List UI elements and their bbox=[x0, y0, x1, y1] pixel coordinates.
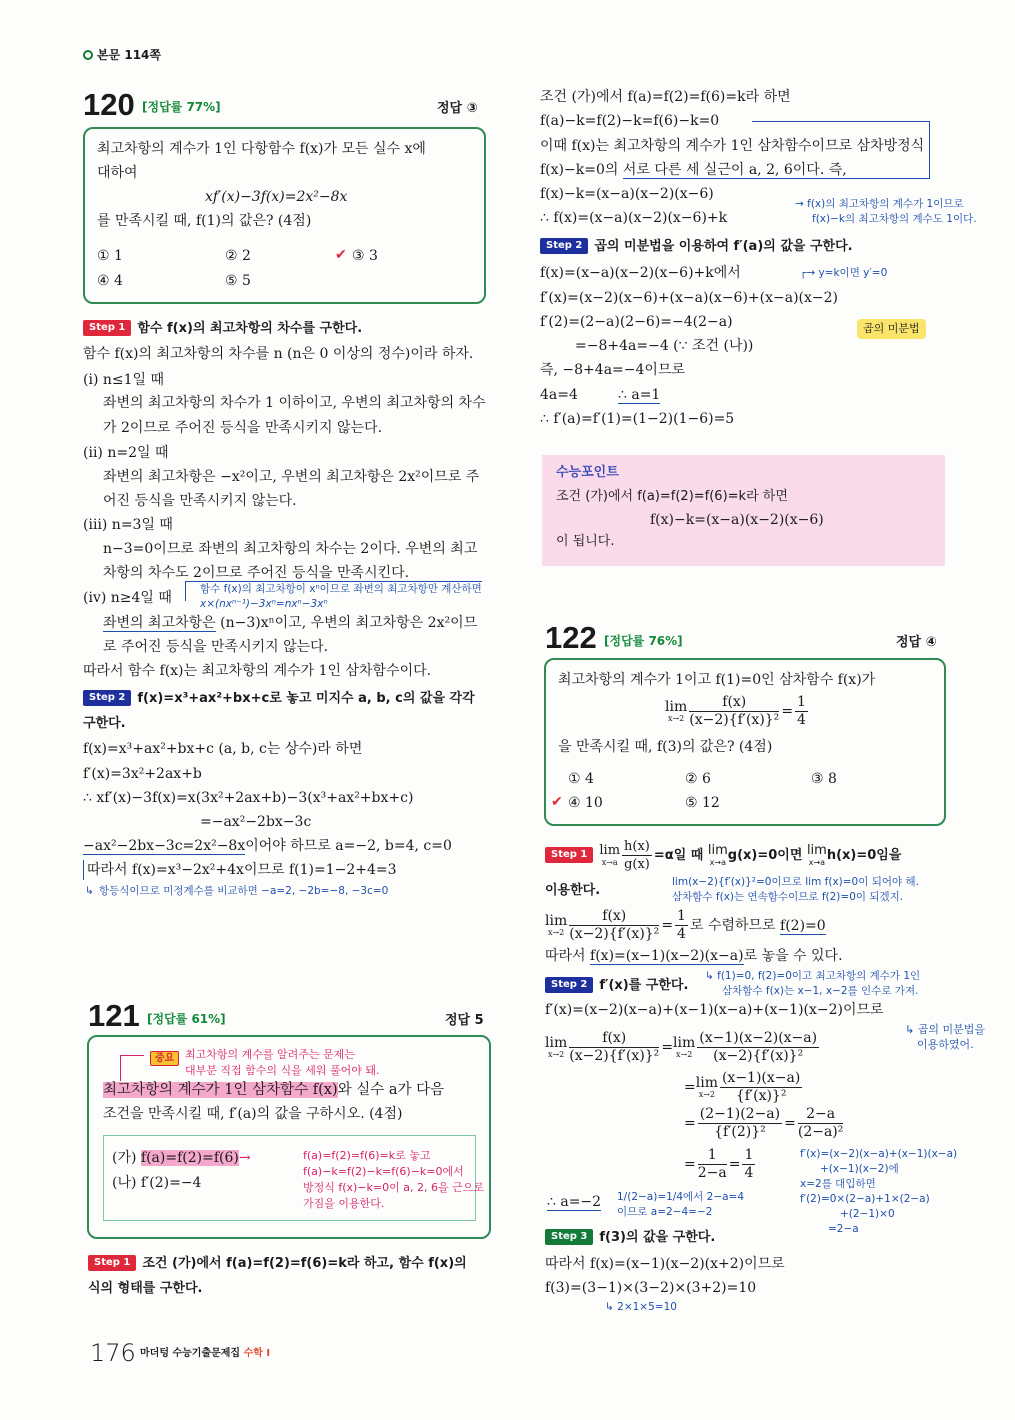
step1-heading: Step 1 lim x→a $\frac{h(x)}{g(x)}$ =α일 때 lim x→a g(x)=0이면 lim x→a h(x)=0임을 bbox=[545, 838, 901, 872]
solution-line: (ⅰ) n≤1일 때 bbox=[83, 372, 165, 388]
step2-heading: Step 2 곱의 미분법을 이용하여 f′(a)의 값을 구한다. bbox=[540, 237, 853, 257]
problem-number-120: 120 bbox=[83, 87, 135, 122]
choice-3[interactable]: ③ 8 bbox=[811, 771, 837, 787]
solution-line: 이때 f(x)는 최고차항의 계수가 1인 삼차함수이므로 삼차방정식 bbox=[540, 138, 925, 154]
question-text: 최고차항의 계수가 1이고 f(1)=0인 삼차함수 f(x)가 bbox=[558, 672, 876, 688]
exam-point-line: 이 됩니다. bbox=[556, 534, 615, 549]
solution-line: f(3)=(3−1)×(3−2)×(3+2)=10 bbox=[545, 1280, 757, 1296]
step1-heading-cont: 식의 형태를 구한다. bbox=[88, 1281, 203, 1296]
solution-line: 조건 (가)에서 f(a)=f(2)=f(6)=k라 하면 bbox=[540, 89, 791, 105]
page-number: 176 bbox=[90, 1339, 136, 1367]
note-f3: ↳ 2×1×5=10 bbox=[605, 1301, 677, 1313]
note-line: x×(nxⁿ⁻¹)−3xⁿ=nxⁿ−3xⁿ bbox=[200, 598, 328, 610]
note-fprime2: f′(x)=(x−2)(x−a)+(x−1)(x−a) +(x−1)(x−2)에 x=2를 대입하면 f′(2)=0×(2−a)+1×(2−a) +(2−1)×0 =2−a bbox=[800, 1148, 958, 1235]
problem-number-122: 122 bbox=[545, 620, 597, 655]
red-check-icon: ✔ bbox=[551, 794, 563, 810]
note-limit: lim(x−2){f′(x)}²=0이므로 lim f(x)=0이 되어야 해. 삼차함수 f(x)는 연속함수이므로 f(2)=0이 되겠지. bbox=[672, 876, 919, 903]
note-a: 1/(2−a)=1/4에서 2−a=4 이므로 a=2−4=−2 bbox=[617, 1191, 745, 1218]
solution-line: ∴ f(x)=(x−a)(x−2)(x−6)+k bbox=[540, 210, 728, 226]
solution-line: n−3=0이므로 좌변의 최고차항의 차수는 2이다. 우변의 최고 bbox=[103, 541, 478, 557]
question-text: 대하여 bbox=[97, 165, 138, 181]
solution-line: f′(x)=(x−2)(x−6)+(x−a)(x−6)+(x−a)(x−2) bbox=[540, 290, 838, 306]
note-factor: ↳ f(1)=0, f(2)=0이고 최고차항의 계수가 1인 삼차함수 f(x)는 x−1, x−2를 인수로 가져. bbox=[705, 970, 921, 997]
solution-line: −ax²−2bx−3c=2x²−8x이어야 하므로 a=−2, b=4, c=0 bbox=[83, 838, 452, 854]
solution-line: 어진 등식을 만족시키지 않는다. bbox=[103, 493, 297, 509]
choice-5[interactable]: ⑤ 12 bbox=[685, 795, 720, 811]
solution-line: f′(x)=3x²+2ax+b bbox=[83, 766, 202, 782]
solution-line: 따라서 f(x)=x³−2x²+4x이므로 f(1)=1−2+4=3 bbox=[83, 860, 397, 880]
condition-note: f(a)=f(2)=f(6)=k로 놓고 f(a)−k=f(2)−k=f(6)−k=0에서 방정식 f(x)−k=0이 a, 2, 6을 근으로 가짐을 이용한다. bbox=[303, 1149, 484, 1210]
solution-line: lim x→2 $\frac{f(x)}{\text{(x−2)\{f′(x)\}²}}$ = $\frac{1}{4}$ 로 수렴하므로 f(2)=0 bbox=[545, 908, 826, 942]
condition-b: (나) f′(2)=−4 bbox=[112, 1175, 202, 1191]
solution-line: =−8+4a=−4 (∵ 조건 (나)) bbox=[575, 338, 754, 354]
step3-heading: Step 3 f(3)의 값을 구한다. bbox=[545, 1228, 715, 1248]
solution-line: 함수 f(x)의 최고차항의 차수를 n (n은 0 이상의 정수)이라 하자. bbox=[83, 346, 474, 362]
step2-badge: Step 2 bbox=[83, 690, 131, 706]
step1-heading-cont: 이용한다. bbox=[545, 883, 601, 898]
choice-3[interactable]: ✔ ③ 3 bbox=[335, 247, 378, 264]
correct-rate: [정답률 76%] bbox=[604, 634, 683, 648]
solution-line: 차항의 차수도 2이므로 주어진 등식을 만족시킨다. bbox=[103, 565, 410, 581]
note-line: 함수 f(x)의 최고차항이 xⁿ이므로 좌변의 최고차항만 계산하면 bbox=[200, 583, 482, 595]
exam-point-title: 수능포인트 bbox=[556, 465, 619, 480]
note-constant: ┌→ y=k이면 y′=0 bbox=[800, 267, 888, 279]
solution-line: f(x)−k=0의 서로 다른 세 실근이 a, 2, 6이다. 즉, bbox=[540, 162, 847, 178]
circle-bullet-icon bbox=[83, 50, 93, 60]
condition-a: (가) f(a)=f(2)=f(6)→ bbox=[112, 1150, 251, 1166]
solution-line: f′(2)=(2−a)(2−6)=−4(2−a) bbox=[540, 314, 733, 330]
step1-heading: Step 1 함수 f(x)의 최고차항의 차수를 구한다. bbox=[83, 319, 362, 339]
choice-4[interactable]: ✔ ④ 10 bbox=[551, 794, 603, 811]
red-check-icon: ✔ bbox=[335, 247, 347, 263]
book-title: 마더텅 수능기출문제집 수학 Ⅰ bbox=[140, 1348, 271, 1359]
step1-heading: Step 1 조건 (가)에서 f(a)=f(2)=f(6)=k라 하고, 함수 f(x)의 bbox=[88, 1254, 467, 1274]
exam-point-line: 조건 (가)에서 f(a)=f(2)=f(6)=k라 하면 bbox=[556, 489, 788, 504]
solution-line: 따라서 함수 f(x)는 최고차항의 계수가 1인 삼차함수이다. bbox=[83, 663, 432, 679]
solution-line: 좌변의 최고차항은 (n−3)xⁿ이고, 우변의 최고차항은 2x²이므 bbox=[103, 615, 478, 631]
step2-heading: Step 2 f(x)=x³+ax²+bx+c로 놓고 미지수 a, b, c의 값을 각각 bbox=[83, 689, 475, 709]
question-text: 조건을 만족시킬 때, f′(a)의 값을 구하시오. (4점) bbox=[103, 1106, 403, 1122]
calc-line-2: =lim x→2 $\frac{(x-1)(x-a)}{\text{\{f′(x)\}²}}$ bbox=[684, 1070, 801, 1104]
solution-line: =−ax²−2bx−3c bbox=[200, 814, 312, 830]
solution-line: (ⅲ) n=3일 때 bbox=[83, 517, 173, 533]
calc-line-4: = $\frac{1}{2-a}$ = $\frac{1}{4}$ bbox=[684, 1147, 754, 1181]
section-label: 본문 114쪽 bbox=[97, 48, 162, 62]
correct-rate: [정답률 61%] bbox=[147, 1012, 226, 1026]
solution-line: 좌변의 최고차항은 −x²이고, 우변의 최고차항은 2x²이므로 주 bbox=[103, 469, 480, 485]
solution-line: 따라서 f(x)=(x−1)(x−2)(x+2)이므로 bbox=[545, 1256, 785, 1272]
note-iv bbox=[185, 581, 482, 610]
a-result: ∴ a=−2 bbox=[547, 1194, 602, 1210]
solution-line: ∴ xf′(x)−3f(x)=x(3x²+2ax+b)−3(x³+ax²+bx+c) bbox=[83, 790, 414, 806]
choice-4[interactable]: ④ 4 bbox=[97, 273, 123, 289]
product-rule-bubble: 곱의 미분법 bbox=[857, 319, 926, 339]
solution-line: 즉, −8+4a=−4이므로 bbox=[540, 362, 685, 378]
step1-badge: Step 1 bbox=[83, 320, 131, 336]
solution-line: f(a)−k=f(2)−k=f(6)−k=0 bbox=[540, 113, 720, 129]
choice-2[interactable]: ② 6 bbox=[685, 771, 711, 787]
important-badge: 중요 bbox=[150, 1047, 179, 1069]
problem-number-121: 121 bbox=[88, 998, 140, 1033]
answer-label: 정답 5 bbox=[445, 1013, 484, 1028]
solution-line: f(x)−k=(x−a)(x−2)(x−6) bbox=[540, 186, 714, 202]
solution-line: f′(x)=(x−2)(x−a)+(x−1)(x−a)+(x−1)(x−2)이므로 bbox=[545, 1002, 884, 1018]
question-text: 최고차항의 계수가 1인 다항함수 f(x)가 모든 실수 x에 bbox=[97, 141, 426, 157]
limit-equation: lim x→2 $\frac{f(x)}{\text{(x−2)\{f′(x)\}²}}$ = $\frac{1}{4}$ bbox=[665, 694, 806, 728]
question-text: 을 만족시킬 때, f(3)의 값은? (4점) bbox=[558, 739, 773, 755]
solution-line: 가 2이므로 주어진 등식을 만족시키지 않는다. bbox=[103, 420, 383, 436]
solution-line: 좌변의 최고차항의 차수가 1 이하이고, 우변의 최고차항의 차수 bbox=[103, 395, 486, 411]
step2-heading-cont: 구한다. bbox=[83, 716, 126, 731]
calc-line-3: = $\frac{(2-1)(2-a)}{\text{\{f′(2)\}²}}$ = $\frac{2-a}{\text{(2−a)²}}$ bbox=[684, 1106, 844, 1140]
choice-1[interactable]: ① 1 bbox=[97, 248, 123, 264]
note-coefficient: ↳ 항등식이므로 미정계수를 비교하면 −a=2, −2b=−8, −3c=0 bbox=[85, 885, 389, 897]
solution-line: ∴ f′(a)=f′(1)=(1−2)(1−6)=5 bbox=[540, 411, 735, 427]
correct-rate: [정답률 77%] bbox=[142, 100, 221, 114]
answer-label: 정답 ③ bbox=[437, 101, 478, 116]
equation: xf′(x)−3f(x)=2x²−8x bbox=[205, 189, 348, 205]
calc-line-1: lim x→2 $\frac{f(x)}{\text{(x−2)\{f′(x)\}²}}$ =lim x→2 $\frac{(x-1)(x-2)(x-a)}{\text{(x−2)\{f′(x)\}²}}$ bbox=[545, 1030, 818, 1064]
solution-line: f(x)=x³+ax²+bx+c (a, b, c는 상수)라 하면 bbox=[83, 741, 363, 757]
exam-point-line: f(x)−k=(x−a)(x−2)(x−6) bbox=[650, 512, 824, 528]
question-text: 를 만족시킬 때, f(1)의 값은? (4점) bbox=[97, 213, 312, 229]
important-note: 최고차항의 계수를 알려주는 문제는 대부분 직접 함수의 식을 세워 풀어야 돼. bbox=[185, 1048, 380, 1077]
solution-line: f(x)=(x−a)(x−2)(x−6)+k에서 bbox=[540, 265, 741, 281]
answer-label: 정답 ④ bbox=[896, 635, 937, 650]
arrow-connector bbox=[120, 1055, 144, 1081]
section-ref bbox=[83, 45, 161, 65]
note-product-rule: ↳ 곱의 미분법을 이용하였어. bbox=[905, 1023, 985, 1051]
choice-1[interactable]: ① 4 bbox=[568, 771, 594, 787]
solution-line: 로 주어진 등식을 만족시키지 않는다. bbox=[103, 639, 329, 655]
solution-line: 4a=4 bbox=[540, 387, 578, 403]
solution-line: 따라서 f(x)=(x−1)(x−2)(x−a)로 놓을 수 있다. bbox=[545, 948, 843, 964]
question-text: 최고차항의 계수가 1인 삼차함수 f(x)와 실수 a가 다음 bbox=[103, 1082, 445, 1098]
step2-heading: Step 2 f′(x)를 구한다. bbox=[545, 976, 688, 996]
solution-line: (ⅳ) n≥4일 때 bbox=[83, 590, 172, 606]
solution-line: (ⅱ) n=2일 때 bbox=[83, 445, 169, 461]
solution-line: ∴ a=1 bbox=[618, 387, 661, 403]
choice-5[interactable]: ⑤ 5 bbox=[225, 273, 251, 289]
note-leading-coef: → f(x)의 최고차항의 계수가 1이므로 f(x)−k의 최고차항의 계수도 1이다. bbox=[795, 198, 977, 225]
choice-2[interactable]: ② 2 bbox=[225, 248, 251, 264]
